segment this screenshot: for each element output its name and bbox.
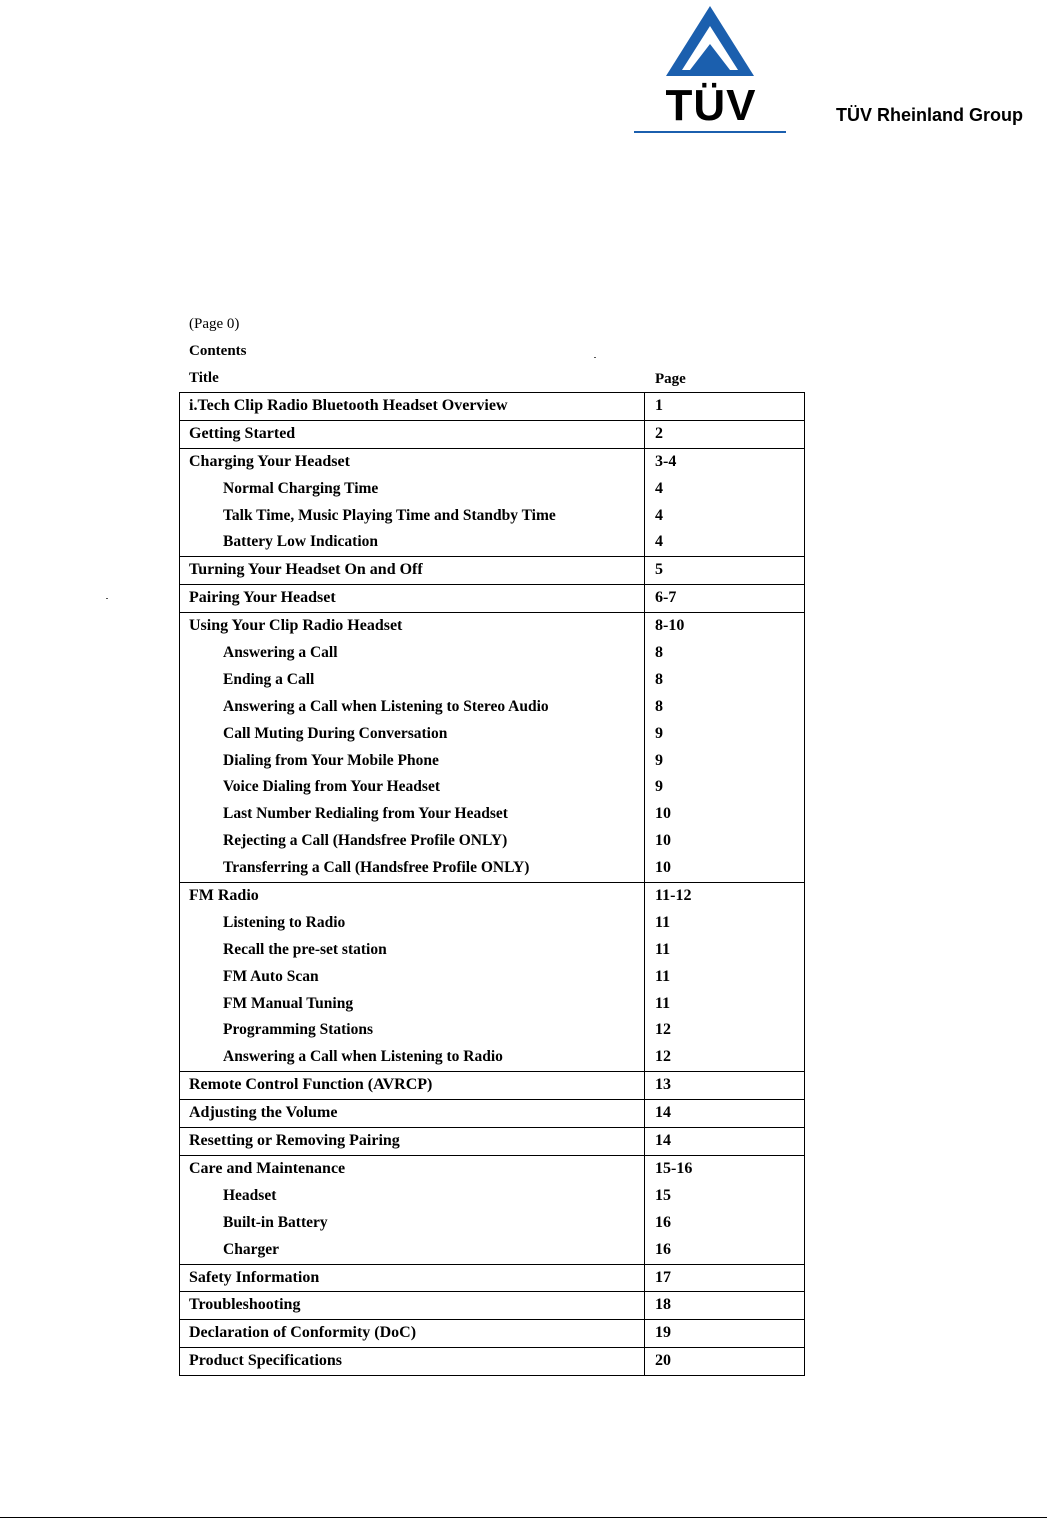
toc-subsection-title: Ending a Call [223,670,315,688]
footer-rule [0,1517,1047,1518]
toc-page-cell [645,1292,804,1319]
toc-subsection-title: Call Muting During Conversation [223,724,448,742]
logo-wordmark: TÜV [665,81,757,130]
toc-section-page: 17 [655,1268,671,1286]
toc-page-cell [645,1348,804,1375]
toc-page-cell [645,449,804,557]
toc-section [179,1265,805,1293]
toc-section [179,557,805,585]
toc-subsection-page: 11 [655,940,671,958]
toc-subsection-page: 10 [655,832,671,850]
toc-title-cell [180,1128,645,1155]
toc-subsection-page: 4 [655,479,663,497]
toc-page-cell [645,613,804,882]
toc-subsection-page: 9 [655,778,663,796]
contents-table [179,392,805,1376]
toc-subsection-page: 16 [655,1213,671,1231]
toc-section [179,421,805,449]
toc-title-cell [180,1348,645,1375]
toc-subsection-title: Answering a Call [223,644,338,662]
toc-section-page: 11-12 [655,887,692,905]
toc-section-title: Safety Information [189,1268,320,1286]
toc-subsection-title: Programming Stations [223,1021,373,1039]
toc-section [179,1320,805,1348]
toc-section-page: 13 [655,1076,671,1094]
toc-section [179,883,805,1072]
toc-page-cell [645,1320,804,1347]
toc-title-cell [180,449,645,557]
toc-section [179,1100,805,1128]
toc-section-title: FM Radio [189,887,259,905]
toc-page-cell [645,1128,804,1155]
toc-page-cell [645,1156,804,1264]
toc-subsection-page: 12 [655,1048,671,1066]
title-column-header: Title [189,370,219,386]
toc-subsection-title: Charger [223,1240,279,1258]
toc-section-title: Resetting or Removing Pairing [189,1132,400,1150]
toc-subsection-page: 9 [655,724,663,742]
toc-section-page: 2 [655,424,663,442]
company-name: TÜV Rheinland Group [836,105,1023,125]
toc-section [179,1072,805,1100]
logo-underline [634,131,786,133]
scan-speck [106,598,108,599]
toc-section [179,1292,805,1320]
toc-subsection-page: 8 [655,697,663,715]
toc-subsection-page: 12 [655,1021,671,1039]
toc-subsection-title: Headset [223,1186,277,1204]
toc-subsection-page: 11 [655,913,671,931]
toc-title-cell [180,1072,645,1099]
toc-section [179,449,805,558]
toc-section-page: 1 [655,397,663,414]
toc-section-title: Getting Started [189,424,296,442]
toc-section-page: 8-10 [655,617,685,635]
toc-subsection-title: Built-in Battery [223,1213,328,1231]
toc-page-cell [645,883,804,1071]
toc-page-cell [645,393,804,420]
toc-page-cell [645,1100,804,1127]
toc-subsection-title: Answering a Call when Listening to Stereo Audio [223,697,549,715]
page-tag: (Page 0) [189,316,240,332]
toc-subsection-title: Voice Dialing from Your Headset [223,778,440,796]
toc-section [179,585,805,613]
toc-subsection-page: 11 [655,994,671,1012]
toc-subsection-title: FM Manual Tuning [223,994,354,1012]
contents-heading: Contents [189,343,247,359]
toc-title-cell [180,585,645,612]
toc-title-cell [180,1265,645,1292]
toc-subsection-title: Transferring a Call (Handsfree Profile ONLY) [223,859,530,877]
toc-section-title: Turning Your Headset On and Off [189,561,423,579]
toc-page-cell [645,1072,804,1099]
toc-subsection-page: 10 [655,859,671,877]
toc-page-cell [645,585,804,612]
toc-subsection-page: 8 [655,644,663,662]
toc-section-page: 5 [655,561,663,579]
toc-section-title: Product Specifications [189,1352,343,1370]
toc-section-title: i.Tech Clip Radio Bluetooth Headset Overview [189,397,508,414]
toc-title-cell [180,883,645,1071]
toc-section [179,393,805,421]
toc-title-cell [180,1320,645,1347]
tuv-triangle-icon [634,4,786,84]
toc-section-page: 3-4 [655,452,677,470]
toc-title-cell [180,1100,645,1127]
toc-subsection-title: Battery Low Indication [223,533,378,551]
toc-subsection-title: Answering a Call when Listening to Radio [223,1048,503,1066]
page-column-header: Page [655,371,686,387]
toc-subsection-page: 15 [655,1186,671,1204]
toc-section-title: Pairing Your Headset [189,589,336,607]
toc-subsection-title: FM Auto Scan [223,967,319,985]
toc-section-title: Declaration of Conformity (DoC) [189,1324,417,1342]
toc-subsection-title: Listening to Radio [223,913,346,931]
toc-subsection-page: 8 [655,670,663,688]
toc-subsection-title: Rejecting a Call (Handsfree Profile ONLY) [223,832,508,850]
toc-section-page: 14 [655,1104,671,1122]
toc-subsection-title: Recall the pre-set station [223,940,387,958]
toc-page-cell [645,1265,804,1292]
toc-section [179,1348,805,1376]
toc-section [179,1156,805,1265]
toc-page-cell [645,557,804,584]
toc-section [179,613,805,883]
toc-subsection-page: 10 [655,805,671,823]
toc-subsection-title: Normal Charging Time [223,479,379,497]
toc-section-title: Care and Maintenance [189,1159,346,1177]
toc-section-title: Adjusting the Volume [189,1104,338,1122]
toc-section [179,1128,805,1156]
toc-section-title: Troubleshooting [189,1296,301,1314]
toc-title-cell [180,557,645,584]
toc-subsection-title: Dialing from Your Mobile Phone [223,751,439,769]
tuv-logo [634,4,786,136]
toc-subsection-page: 4 [655,506,663,524]
toc-title-cell [180,1292,645,1319]
toc-section-page: 19 [655,1324,671,1342]
toc-title-cell [180,421,645,448]
toc-page-cell [645,421,804,448]
toc-subsection-page: 4 [655,533,663,551]
toc-section-title: Remote Control Function (AVRCP) [189,1076,433,1094]
toc-subsection-page: 11 [655,967,671,985]
toc-subsection-page: 9 [655,751,663,769]
toc-subsection-title: Last Number Redialing from Your Headset [223,805,508,823]
toc-title-cell [180,1156,645,1264]
toc-title-cell [180,613,645,882]
scan-speck [594,357,596,358]
toc-section-title: Using Your Clip Radio Headset [189,617,403,635]
toc-section-title: Charging Your Headset [189,452,350,470]
toc-section-page: 18 [655,1296,671,1314]
toc-section-page: 14 [655,1132,671,1150]
toc-section-page: 20 [655,1352,671,1370]
toc-title-cell [180,393,645,420]
toc-section-page: 15-16 [655,1159,693,1177]
toc-subsection-page: 16 [655,1240,671,1258]
toc-subsection-title: Talk Time, Music Playing Time and Standby Time [223,506,556,524]
toc-section-page: 6-7 [655,589,677,607]
